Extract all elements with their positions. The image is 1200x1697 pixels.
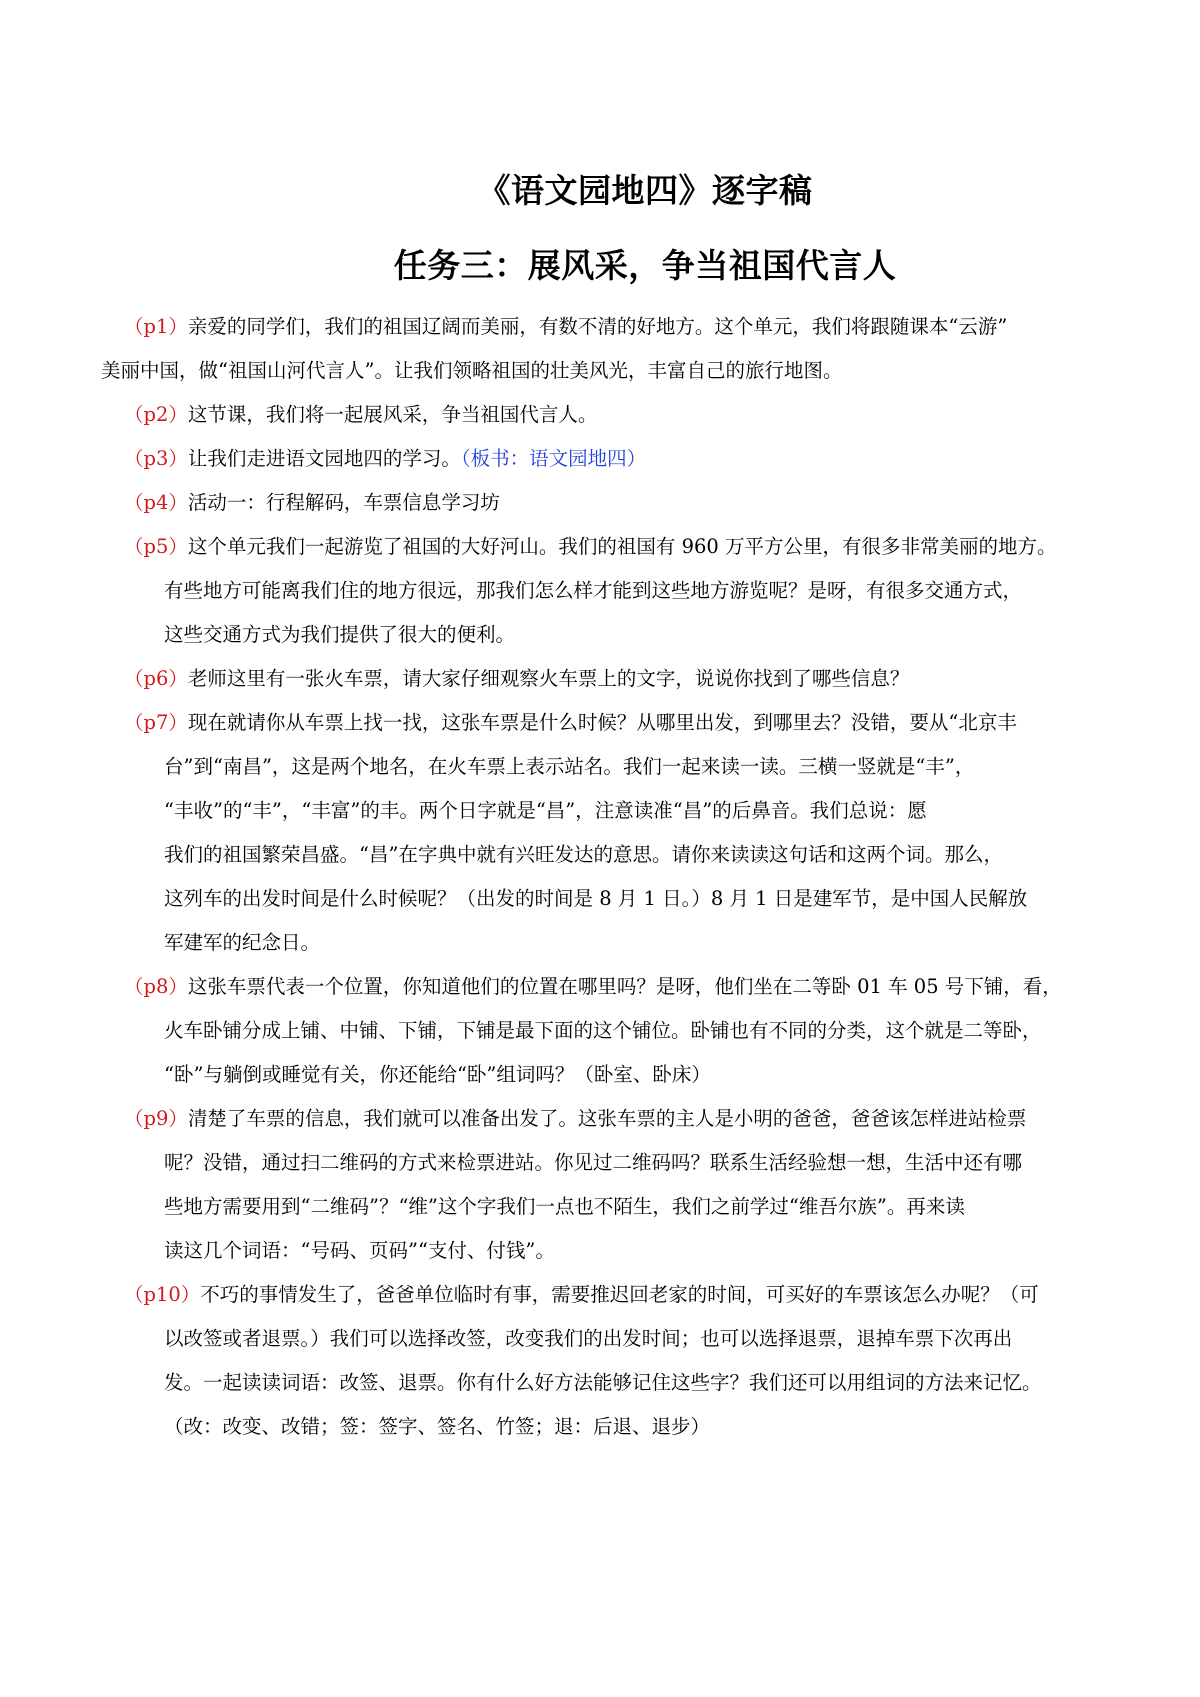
paragraph-p6-line-1	[124, 657, 909, 701]
paragraph-p5-line-1	[124, 525, 1057, 569]
page-subtitle: 任务三：展风采，争当祖国代言人	[393, 246, 897, 285]
paragraph-text: 这节课，我们将一起展风采，争当祖国代言人。	[187, 403, 598, 426]
paragraph-tag: （p9）	[124, 1107, 188, 1130]
paragraph-text: 亲爱的同学们，我们的祖国辽阔而美丽，有数不清的好地方。这个单元，我们将跟随课本“云游”	[187, 315, 1008, 338]
paragraph-text: 老师这里有一张火车票，请大家仔细观察火车票上的文字，说说你找到了哪些信息？	[187, 667, 910, 690]
paragraph-p7-line-3: “丰收”的“丰”，“丰富”的丰。两个日字就是“昌”，注意读准“昌”的后鼻音。我们总说：愿	[164, 799, 927, 822]
paragraph-text: 现在就请你从车票上找一找，这张车票是什么时候？从哪里出发，到哪里去？没错，要从“北京丰	[187, 711, 1017, 734]
paragraph-text: 活动一：行程解码，车票信息学习坊	[187, 491, 500, 514]
paragraph-p7-line-1	[124, 701, 1017, 745]
paragraph-p7-line-2: 台”到“南昌”，这是两个地名，在火车票上表示站名。我们一起来读一读。三横一竖就是“丰”，	[164, 755, 975, 778]
blackboard-note: （板书：语文园地四）	[460, 447, 647, 470]
paragraph-tag: （p2）	[124, 403, 188, 426]
paragraph-p10-line-2: 以改签或者退票。）我们可以选择改签，改变我们的出发时间；也可以选择退票，退掉车票下次再出	[164, 1327, 1013, 1350]
paragraph-tag: （p3）	[124, 447, 188, 470]
paragraph-p8-line-2: 火车卧铺分成上铺、中铺、下铺，下铺是最下面的这个铺位。卧铺也有不同的分类，这个就是二等卧，	[164, 1019, 1042, 1042]
paragraph-text: 这张车票代表一个位置，你知道他们的位置在哪里吗？是呀，他们坐在二等卧 01 车 05 号下铺，看，	[187, 975, 1062, 998]
paragraph-tag: （p4）	[124, 491, 188, 514]
paragraph-tag: （p5）	[124, 535, 188, 558]
paragraph-text: 不巧的事情发生了，爸爸单位临时有事，需要推迟回老家的时间，可买好的车票该怎么办呢？（可	[200, 1283, 1039, 1306]
paragraph-p8-line-1	[124, 965, 1062, 1009]
paragraph-p1-line-1	[124, 305, 1007, 349]
paragraph-p8-line-3: “卧”与躺倒或睡觉有关，你还能给“卧”组词吗？（卧室、卧床）	[164, 1063, 711, 1086]
paragraph-p2-line-1	[124, 393, 597, 437]
paragraph-tag: （p10）	[124, 1283, 201, 1306]
paragraph-p10-line-3: 发。一起读读词语：改签、退票。你有什么好方法能够记住这些字？我们还可以用组词的方法来记忆。	[164, 1371, 1042, 1394]
paragraph-tag: （p1）	[124, 315, 188, 338]
paragraph-p10-line-4: （改：改变、改错；签：签字、签名、竹签；退：后退、退步）	[164, 1415, 711, 1438]
paragraph-p10-line-1	[124, 1273, 1039, 1317]
paragraph-p9-line-1	[124, 1097, 1026, 1141]
paragraph-text: 清楚了车票的信息，我们就可以准备出发了。这张车票的主人是小明的爸爸，爸爸该怎样进站检票	[187, 1107, 1027, 1130]
paragraph-p7-line-6: 军建军的纪念日。	[164, 931, 321, 954]
paragraph-p9-line-4: 读这几个词语：“号码、页码”“支付、付钱”。	[164, 1239, 555, 1262]
paragraph-p7-line-4: 我们的祖国繁荣昌盛。“昌”在字典中就有兴旺发达的意思。请你来读读这句话和这两个词。那么，	[164, 843, 1003, 866]
paragraph-p9-line-2: 呢？没错，通过扫二维码的方式来检票进站。你见过二维码吗？联系生活经验想一想，生活中还有哪	[164, 1151, 1023, 1174]
paragraph-p5-line-2: 有些地方可能离我们住的地方很远，那我们怎么样才能到这些地方游览呢？是呀，有很多交通方式，	[164, 579, 1023, 602]
paragraph-p5-line-3: 这些交通方式为我们提供了很大的便利。	[164, 623, 516, 646]
paragraph-tag: （p6）	[124, 667, 188, 690]
paragraph-text: 这个单元我们一起游览了祖国的大好河山。我们的祖国有 960 万平方公里，有很多非常美丽的地方。	[187, 535, 1057, 558]
paragraph-p7-line-5: 这列车的出发时间是什么时候呢？（出发的时间是 8 月 1 日。）8 月 1 日是建军节，是中国人民解放	[164, 887, 1028, 910]
paragraph-p4-line-1	[124, 481, 500, 525]
paragraph-text: 让我们走进语文园地四的学习。	[187, 447, 461, 470]
paragraph-tag: （p8）	[124, 975, 188, 998]
paragraph-p9-line-3: 些地方需要用到“二维码”？“维”这个字我们一点也不陌生，我们之前学过“维吾尔族”。再来读	[164, 1195, 965, 1218]
paragraph-p1-line-2: 美丽中国，做“祖国山河代言人”。让我们领略祖国的壮美风光，丰富自己的旅行地图。	[101, 359, 843, 382]
page-title: 《语文园地四》逐字稿	[477, 171, 813, 210]
paragraph-tag: （p7）	[124, 711, 188, 734]
paragraph-p3-line-1	[124, 437, 646, 481]
